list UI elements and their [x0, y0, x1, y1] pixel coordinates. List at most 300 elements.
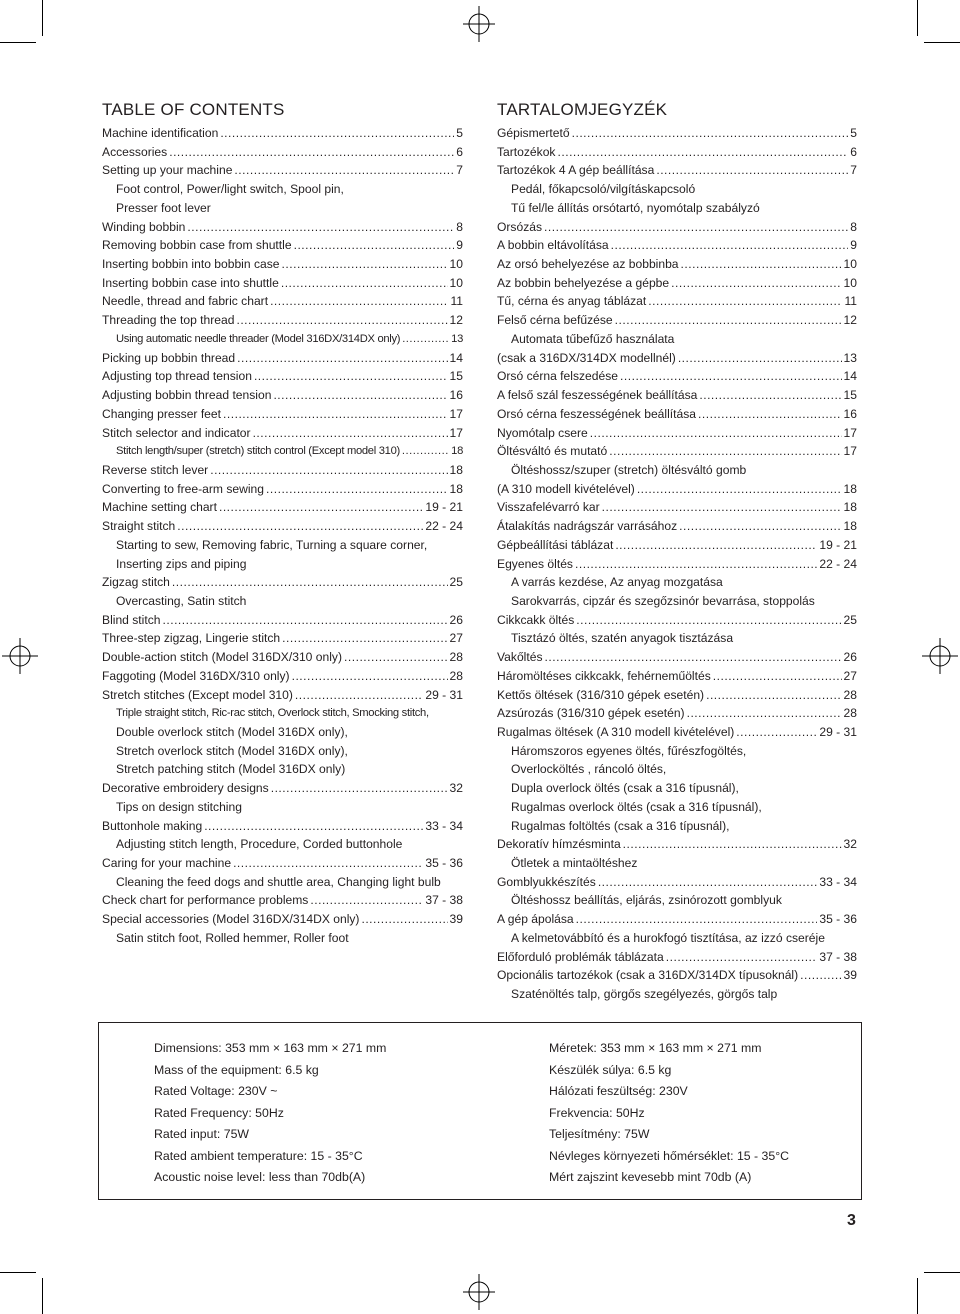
toc-entry-page: 22 - 24	[819, 556, 857, 571]
toc-entry	[497, 143, 857, 162]
toc-entry	[497, 611, 857, 630]
toc-entry-title: Háromszoros egyenes öltés, fűrészfogöltés,	[511, 743, 747, 758]
toc-entry	[102, 367, 463, 386]
toc-entry-page: 19 - 21	[425, 500, 463, 515]
toc-entry	[102, 218, 463, 237]
toc-entry	[497, 498, 857, 517]
toc-entry	[102, 929, 463, 948]
toc-dot-leader	[253, 424, 448, 443]
toc-entry	[497, 817, 857, 836]
toc-dot-leader	[637, 480, 842, 499]
toc-entry-title: Adjusting stitch length, Procedure, Corded buttonhole	[116, 837, 403, 852]
toc-entry-title: Gomblyukkészítés	[497, 874, 596, 889]
toc-entry-title: Orsó cérna feszességének beállítása	[497, 406, 696, 421]
toc-entry-title: Satin stitch foot, Rolled hemmer, Roller foot	[116, 930, 349, 945]
toc-entry-title: Converting to free-arm sewing	[102, 481, 264, 496]
toc-dot-leader	[678, 349, 842, 368]
toc-entry	[102, 311, 463, 330]
toc-entry	[497, 723, 857, 742]
registration-mark-bottom	[461, 1274, 497, 1310]
toc-entry-page: 37 - 38	[425, 893, 463, 908]
toc-entry	[497, 236, 857, 255]
toc-entry	[102, 536, 463, 555]
toc-dot-leader	[656, 161, 848, 180]
toc-entry	[497, 536, 857, 555]
toc-dot-leader	[576, 910, 818, 929]
toc-entry-title: Inserting bobbin into bobbin case	[102, 257, 280, 272]
toc-entry	[102, 910, 463, 929]
toc-entry-title: Nyomótalp csere	[497, 425, 588, 440]
toc-dot-leader	[545, 648, 842, 667]
toc-entry-title: Inserting bobbin case into shuttle	[102, 275, 279, 290]
spec-item: Névleges környezeti hőmérséklet: 15 - 35°C	[549, 1148, 790, 1163]
toc-dot-leader	[310, 891, 423, 910]
toc-dot-leader	[204, 817, 423, 836]
page-number: 3	[847, 1212, 856, 1229]
toc-dot-leader	[220, 124, 454, 143]
toc-entry-title: Stretch overlock stitch (Model 316DX only),	[116, 743, 348, 758]
toc-dot-leader	[294, 236, 455, 255]
toc-entry	[497, 199, 857, 218]
toc-entry-title: Gépismertető	[497, 126, 570, 140]
toc-entry-title: Felső cérna befűzése	[497, 313, 613, 328]
toc-entry-title: Adjusting bobbin thread tension	[102, 388, 272, 403]
toc-dot-leader	[234, 161, 454, 180]
toc-dot-leader	[666, 948, 818, 967]
toc-entry-page: 13	[451, 332, 463, 345]
toc-dot-leader	[282, 255, 448, 274]
toc-entry	[102, 480, 463, 499]
toc-entry-page: 6	[456, 144, 463, 159]
toc-entry-page: 29 - 31	[819, 725, 857, 739]
toc-entry-title: Ötletek a mintaöltéshez	[511, 856, 638, 871]
toc-entry-title: (A 310 modell kivételével)	[497, 481, 635, 496]
spec-item: Készülék súlya: 6.5 kg	[549, 1062, 672, 1077]
toc-entry	[497, 218, 857, 237]
toc-entry	[497, 255, 857, 274]
toc-entry-title: Átalakítás nadrágszár varrásához	[497, 519, 678, 534]
spec-item: Mért zajszint kevesebb mint 70db (A)	[549, 1170, 752, 1184]
toc-entry	[102, 648, 463, 667]
toc-entry	[497, 854, 857, 873]
toc-entry	[102, 124, 463, 143]
toc-entry	[102, 274, 463, 293]
toc-entry-title: A kelmetovábbító és a hurokfogó tisztítása, az izzó cseréje	[511, 930, 825, 945]
toc-entry-title: Double-action stitch (Model 316DX/310 only)	[102, 650, 342, 665]
toc-entry	[102, 180, 463, 199]
toc-entry-title: Picking up bobbin thread	[102, 350, 236, 365]
toc-entry-title: Tartozékok	[497, 144, 556, 159]
toc-entry	[102, 817, 463, 836]
toc-entry-title: Machine setting chart	[102, 500, 217, 515]
toc-entry	[102, 143, 463, 162]
toc-entry-title: Setting up your machine	[102, 163, 233, 178]
toc-entry-page: 18	[843, 481, 857, 496]
toc-entry-title: Foot control, Power/light switch, Spool pin,	[116, 182, 344, 197]
toc-entry-page: 10	[449, 257, 463, 272]
toc-entry-page: 32	[449, 781, 463, 796]
toc-entry-page: 17	[843, 425, 857, 440]
toc-entry	[102, 517, 463, 536]
toc-entry-page: 22 - 24	[425, 519, 463, 534]
toc-dot-leader	[713, 667, 842, 686]
toc-entry-page: 5	[456, 126, 463, 140]
toc-entry-title: Overlocköltés , ráncoló öltés,	[511, 762, 667, 777]
toc-entry	[497, 686, 857, 705]
toc-entry-title: Cleaning the feed dogs and shuttle area, Changing light bulb	[116, 874, 441, 889]
toc-entry-title: Tű, cérna és anyag táblázat	[497, 294, 647, 309]
toc-entry-page: 5	[850, 126, 857, 140]
toc-entry-page: 25	[843, 612, 857, 627]
toc-entry	[102, 835, 463, 854]
toc-dot-leader	[544, 218, 848, 237]
toc-entry-title: Winding bobbin	[102, 219, 186, 234]
toc-dot-leader	[187, 218, 454, 237]
toc-entry	[102, 461, 463, 480]
registration-mark-right	[922, 638, 958, 674]
toc-entry-title: A bobbin eltávolítása	[497, 238, 609, 253]
toc-entry-page: 18	[843, 519, 857, 534]
toc-dot-leader	[698, 405, 842, 424]
toc-entry	[102, 686, 463, 705]
toc-entry-page: 28	[843, 687, 857, 702]
toc-entry-page: 7	[456, 163, 463, 178]
spec-item: Mass of the equipment: 6.5 kg	[154, 1062, 319, 1077]
toc-entry	[102, 760, 463, 779]
toc-entry-page: 18	[451, 445, 463, 458]
toc-entry-title: Blind stitch	[102, 612, 161, 627]
toc-entry	[102, 779, 463, 798]
toc-entry-page: 9	[850, 238, 857, 253]
toc-entry	[102, 667, 463, 686]
toc-entry-page: 39	[843, 968, 857, 983]
toc-entry-title: Tartozékok 4 A gép beállítása	[497, 163, 655, 178]
toc-entry-title: A varrás kezdése, Az anyag mozgatása	[511, 575, 723, 590]
toc-entry-title: Vakőltés	[497, 650, 543, 665]
toc-entry-title: Presser foot lever	[116, 200, 211, 215]
toc-entry-page: 13	[843, 350, 857, 365]
toc-entry-title: Zigzag stitch	[102, 575, 170, 590]
toc-entry-title: Kettős öltések (316/310 gépek esetén)	[497, 687, 705, 702]
toc-entry-title: Cikkcakk öltés	[497, 612, 575, 627]
toc-entry-title: Visszafelévarró kar	[497, 500, 600, 515]
toc-entry	[102, 704, 463, 723]
toc-entry-page: 10	[843, 257, 857, 272]
toc-entry-title: Tisztázó öltés, szatén anyagok tisztázása	[511, 631, 734, 646]
toc-entry-page: 10	[843, 275, 857, 290]
toc-entry	[102, 555, 463, 574]
toc-entry-page: 7	[850, 163, 857, 178]
toc-entry	[497, 891, 857, 910]
toc-entry	[497, 349, 857, 368]
toc-entry	[497, 966, 857, 985]
toc-entry-title: Triple straight stitch, Ric-rac stitch, Overlock stitch, Smocking stitch,	[116, 707, 429, 720]
toc-entry-title: Sarokvarrás, cipzár és szegőzsinór bevarrása, stoppolás	[511, 593, 815, 608]
toc-entry-page: 32	[843, 837, 857, 852]
toc-dot-leader	[800, 966, 841, 985]
toc-entry	[497, 573, 857, 592]
toc-dot-leader	[620, 367, 842, 386]
toc-entry-title: Double overlock stitch (Model 316DX only),	[116, 725, 348, 739]
toc-dot-leader	[270, 292, 448, 311]
toc-entry	[497, 798, 857, 817]
toc-entry	[497, 386, 857, 405]
toc-dot-leader	[623, 835, 842, 854]
toc-entry	[102, 723, 463, 742]
toc-entry-title: Check chart for performance problems	[102, 893, 309, 908]
toc-entry	[102, 386, 463, 405]
toc-dot-leader	[648, 292, 842, 311]
toc-dot-leader	[615, 536, 817, 555]
toc-entry-page: 17	[843, 444, 857, 459]
toc-entry-title: Szaténöltés talp, görgős szegélyezés, görgős talp	[511, 987, 778, 1002]
specifications-hungarian	[549, 1038, 789, 1189]
registration-mark-left	[2, 638, 38, 674]
toc-entry	[497, 948, 857, 967]
specifications-english	[154, 1038, 386, 1189]
toc-english	[102, 100, 463, 948]
toc-entry-page: 27	[843, 668, 857, 683]
toc-entry-page: 14	[843, 369, 857, 384]
toc-entry-page: 17	[449, 425, 463, 440]
toc-entry	[497, 742, 857, 761]
toc-dot-leader	[609, 442, 841, 461]
toc-dot-leader	[671, 274, 841, 293]
spec-item: Rated input: 75W	[154, 1127, 250, 1141]
spec-item: Méretek: 353 mm × 163 mm × 271 mm	[549, 1041, 762, 1055]
toc-dot-leader	[687, 704, 842, 723]
toc-dot-leader	[679, 517, 841, 536]
toc-entry	[497, 180, 857, 199]
toc-entry-title: Removing bobbin case from shuttle	[102, 238, 292, 253]
toc-entry-title: (csak a 316DX/314DX modellnél)	[497, 350, 676, 365]
toc-entry	[102, 161, 463, 180]
toc-entry	[497, 648, 857, 667]
toc-dot-leader	[233, 854, 423, 873]
toc-entry-title: Adjusting top thread tension	[102, 369, 252, 384]
toc-entry-title: Pedál, főkapcsoló/vilgításkapcsoló	[511, 182, 696, 197]
toc-dot-leader	[590, 424, 842, 443]
toc-entry-page: 8	[456, 219, 463, 234]
toc-entry-title: Opcionális tartozékok (csak a 316DX/314DX típusoknál)	[497, 968, 799, 983]
spec-item: Rated ambient temperature: 15 - 35°C	[154, 1148, 363, 1163]
toc-entry-title: Rugalmas foltöltés (csak a 316 típusnál),	[511, 818, 730, 833]
toc-entry-page: 26	[449, 612, 463, 627]
toc-entry-title: Öltéshossz beállítás, eljárás, zsinórozott gomblyuk	[511, 893, 782, 908]
spec-item: Rated Voltage: 230V ~	[154, 1084, 278, 1098]
toc-entry-page: 11	[844, 294, 857, 309]
spec-item: Hálózati feszültség: 230V	[549, 1084, 688, 1098]
toc-entry-title: Buttonhole making	[102, 818, 203, 833]
toc-dot-leader	[402, 442, 449, 461]
toc-dot-leader	[681, 255, 842, 274]
toc-entry	[497, 442, 857, 461]
toc-entry-title: Az orsó behelyezése az bobbinba	[497, 257, 679, 272]
toc-entry	[102, 873, 463, 892]
toc-entry	[102, 424, 463, 443]
toc-dot-leader	[210, 461, 447, 480]
toc-dot-leader	[271, 779, 448, 798]
toc-entry	[497, 161, 857, 180]
toc-entry	[497, 592, 857, 611]
spec-item: Rated Frequency: 50Hz	[154, 1105, 284, 1120]
toc-heading-hungarian: TARTALOMJEGYZÉK	[497, 100, 668, 119]
toc-dot-leader	[177, 517, 423, 536]
toc-entry-title: Inserting zips and piping	[116, 556, 247, 571]
toc-entry-title: Orsózás	[497, 219, 543, 234]
toc-entry-title: Threading the top thread	[102, 313, 235, 328]
toc-entry-title: Stretch patching stitch (Model 316DX only)	[116, 762, 346, 777]
toc-dot-leader	[236, 311, 447, 330]
toc-entry	[102, 199, 463, 218]
toc-entry	[102, 405, 463, 424]
toc-entry	[102, 742, 463, 761]
toc-entry-page: 11	[450, 294, 463, 309]
toc-entry-title: Orsó cérna felszedése	[497, 369, 618, 384]
toc-entry	[102, 573, 463, 592]
toc-entry-title: Faggoting (Model 316DX/310 only)	[102, 668, 290, 683]
toc-list-hungarian	[497, 124, 857, 1004]
toc-entry	[497, 929, 857, 948]
toc-dot-leader	[602, 498, 842, 517]
toc-entry-title: Automata tűbefűző használata	[511, 331, 675, 346]
toc-entry-page: 28	[449, 650, 463, 665]
toc-dot-leader	[615, 311, 842, 330]
toc-dot-leader	[706, 686, 841, 705]
toc-entry-title: Dekoratív hímzésminta	[497, 837, 621, 852]
toc-entry-title: A felső szál feszességének beállítása	[497, 388, 698, 403]
toc-entry-page: 39	[449, 912, 463, 927]
toc-entry-page: 15	[843, 388, 857, 403]
toc-entry-page: 12	[843, 313, 857, 328]
toc-entry	[497, 311, 857, 330]
toc-entry	[102, 629, 463, 648]
toc-dot-leader	[172, 573, 448, 592]
toc-entry-title: Rugalmas öltések (A 310 modell kivételével)	[497, 725, 735, 739]
toc-entry-page: 18	[843, 500, 857, 515]
toc-entry	[102, 349, 463, 368]
toc-hungarian	[497, 100, 857, 1004]
toc-dot-leader	[273, 386, 447, 405]
toc-entry-title: Öltésváltó és mutató	[497, 444, 608, 459]
toc-dot-leader	[169, 143, 454, 162]
toc-dot-leader	[572, 124, 849, 143]
toc-entry-page: 28	[449, 668, 463, 683]
toc-entry-title: Dupla overlock öltés (csak a 316 típusnál),	[511, 781, 739, 796]
toc-entry-page: 6	[850, 144, 857, 159]
toc-entry-page: 10	[449, 275, 463, 290]
toc-entry-page: 33 - 34	[425, 818, 463, 833]
toc-dot-leader	[575, 555, 817, 574]
spec-item: Acoustic noise level: less than 70db(A)	[154, 1170, 366, 1184]
toc-entry	[102, 330, 463, 349]
toc-entry-page: 28	[843, 706, 857, 721]
toc-entry-title: Overcasting, Satin stitch	[116, 593, 247, 608]
toc-entry-title: Tű fel/le állítás orsótartó, nyomótalp szabályzó	[511, 200, 760, 215]
toc-entry-page: 12	[449, 313, 463, 328]
toc-entry	[102, 292, 463, 311]
toc-entry	[102, 236, 463, 255]
toc-dot-leader	[576, 611, 841, 630]
toc-entry-title: Decorative embroidery designs	[102, 781, 269, 796]
toc-entry-title: Előforduló problémák táblázata	[497, 949, 664, 964]
toc-dot-leader	[254, 367, 448, 386]
toc-entry	[102, 255, 463, 274]
toc-entry-title: Three-step zigzag, Lingerie stitch	[102, 631, 281, 646]
toc-entry	[497, 629, 857, 648]
toc-entry	[497, 480, 857, 499]
toc-entry-title: Egyenes öltés	[497, 556, 573, 571]
toc-entry-title: Azsúrozás (316/310 gépek esetén)	[497, 706, 685, 721]
toc-entry	[497, 461, 857, 480]
toc-entry-page: 27	[449, 631, 463, 646]
toc-entry-title: A gép ápolása	[497, 912, 574, 927]
toc-entry-page: 16	[449, 388, 463, 403]
toc-entry-title: Öltéshossz/szuper (stretch) öltésváltó gomb	[511, 462, 747, 477]
toc-dot-leader	[611, 236, 849, 255]
toc-entry	[102, 891, 463, 910]
toc-entry	[497, 910, 857, 929]
toc-dot-leader	[281, 274, 448, 293]
toc-entry-title: Stretch stitches (Except model 310)	[102, 687, 293, 702]
toc-entry-title: Changing presser feet	[102, 406, 221, 421]
toc-entry	[497, 517, 857, 536]
toc-list-english	[102, 124, 463, 948]
toc-entry	[497, 424, 857, 443]
toc-entry	[497, 779, 857, 798]
toc-dot-leader	[219, 498, 423, 517]
toc-entry-page: 18	[449, 481, 463, 496]
toc-dot-leader	[736, 723, 817, 742]
toc-entry	[497, 292, 857, 311]
toc-entry-title: Caring for your machine	[102, 856, 232, 871]
toc-entry-page: 26	[843, 650, 857, 665]
toc-entry-title: Gépbeállítási táblázat	[497, 537, 614, 552]
toc-entry-page: 18	[449, 462, 463, 477]
toc-entry	[497, 835, 857, 854]
toc-dot-leader	[162, 611, 447, 630]
toc-dot-leader	[402, 330, 449, 349]
toc-entry	[102, 611, 463, 630]
toc-dot-leader	[295, 686, 423, 705]
toc-entry	[102, 798, 463, 817]
toc-entry	[102, 442, 463, 461]
toc-entry-page: 33 - 34	[819, 874, 857, 889]
toc-entry-title: Az bobbin behelyezése a gépbe	[497, 275, 670, 290]
toc-dot-leader	[266, 480, 448, 499]
toc-entry-page: 14	[449, 350, 463, 365]
toc-dot-leader	[237, 349, 447, 368]
toc-entry-title: Starting to sew, Removing fabric, Turning a square corner,	[116, 537, 428, 552]
toc-dot-leader	[361, 910, 447, 929]
toc-dot-leader	[699, 386, 841, 405]
toc-entry	[497, 555, 857, 574]
toc-entry-title: Needle, thread and fabric chart	[102, 294, 269, 309]
toc-entry-page: 19 - 21	[819, 537, 857, 552]
toc-entry	[497, 873, 857, 892]
toc-entry-page: 15	[449, 369, 463, 384]
toc-entry	[497, 274, 857, 293]
toc-entry-title: Stitch length/super (stretch) stitch control (Except model 310)	[116, 445, 400, 458]
spec-item: Frekvencia: 50Hz	[549, 1105, 645, 1120]
toc-dot-leader	[292, 667, 448, 686]
toc-dot-leader	[344, 648, 448, 667]
toc-entry	[497, 405, 857, 424]
toc-entry-title: Accessories	[102, 144, 168, 159]
toc-entry-title: Reverse stitch lever	[102, 462, 209, 477]
toc-entry-title: Using automatic needle threader (Model 316DX/314DX only)	[116, 332, 401, 345]
toc-entry-title: Háromöltéses cikkcakk, fehérneműöltés	[497, 668, 711, 683]
